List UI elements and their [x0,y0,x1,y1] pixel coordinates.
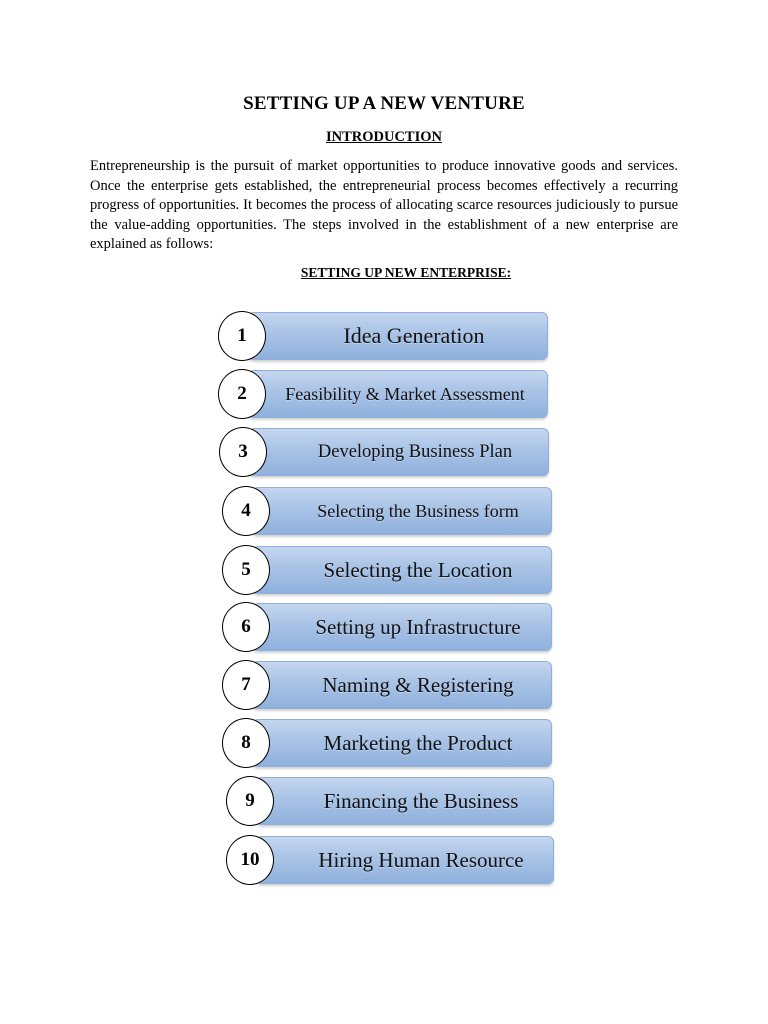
step-5-number: 5 [222,545,270,595]
step-6-number: 6 [222,602,270,652]
step-1-box [248,312,548,360]
step-9-number: 9 [226,776,274,826]
step-2-label: Feasibility & Market Assessment [285,383,525,404]
step-5 [222,546,552,596]
step-7-number: 7 [222,660,270,710]
step-10-box [256,836,554,884]
step-5-box [252,546,552,594]
step-1-number: 1 [218,311,266,361]
step-1 [218,312,548,362]
diagram-heading: SETTING UP NEW ENTERPRISE: [300,265,512,280]
step-1-label: Idea Generation [343,323,485,348]
step-9 [226,777,556,827]
step-7-label: Naming & Registering [322,672,514,697]
step-6-label: Setting up Infrastructure [315,614,521,639]
step-2-box [248,370,548,418]
step-5-label: Selecting the Location [323,557,513,582]
step-8-number: 8 [222,718,270,768]
introduction-heading: INTRODUCTION [325,129,442,145]
step-9-label: Financing the Business [323,788,519,813]
step-3-box [249,428,549,476]
step-3 [219,428,549,478]
step-9-box [256,777,554,825]
step-8-box [252,719,552,767]
page-title: SETTING UP A NEW VENTURE [243,93,525,114]
step-10-number: 10 [226,835,274,885]
step-3-label: Developing Business Plan [317,441,513,462]
step-2-number: 2 [218,369,266,419]
step-4-number: 4 [222,486,270,536]
step-7 [222,661,552,711]
step-3-number: 3 [219,427,267,477]
step-4-box [252,487,552,535]
intro-paragraph: Entrepreneurship is the pursuit of market opportunities to produce innovative goods and services. Once the enterprise gets established, the entrepreneurial process becomes effectively a recurring progress of opportunities. It becomes the process of allocating scarce resources judiciously to pursue the value-adding opportunities. The steps involved in the establishment of a new enterprise are explained as follows: [90,158,678,253]
step-6 [222,603,552,653]
step-10-label: Hiring Human Resource [318,847,524,872]
step-10 [226,836,556,886]
step-4-label: Selecting the Business form [317,500,519,521]
step-2 [218,370,548,420]
step-7-box [252,661,552,709]
step-4 [222,487,552,537]
step-6-box [252,603,552,651]
step-8-label: Marketing the Product [323,730,513,755]
step-8 [222,719,552,769]
